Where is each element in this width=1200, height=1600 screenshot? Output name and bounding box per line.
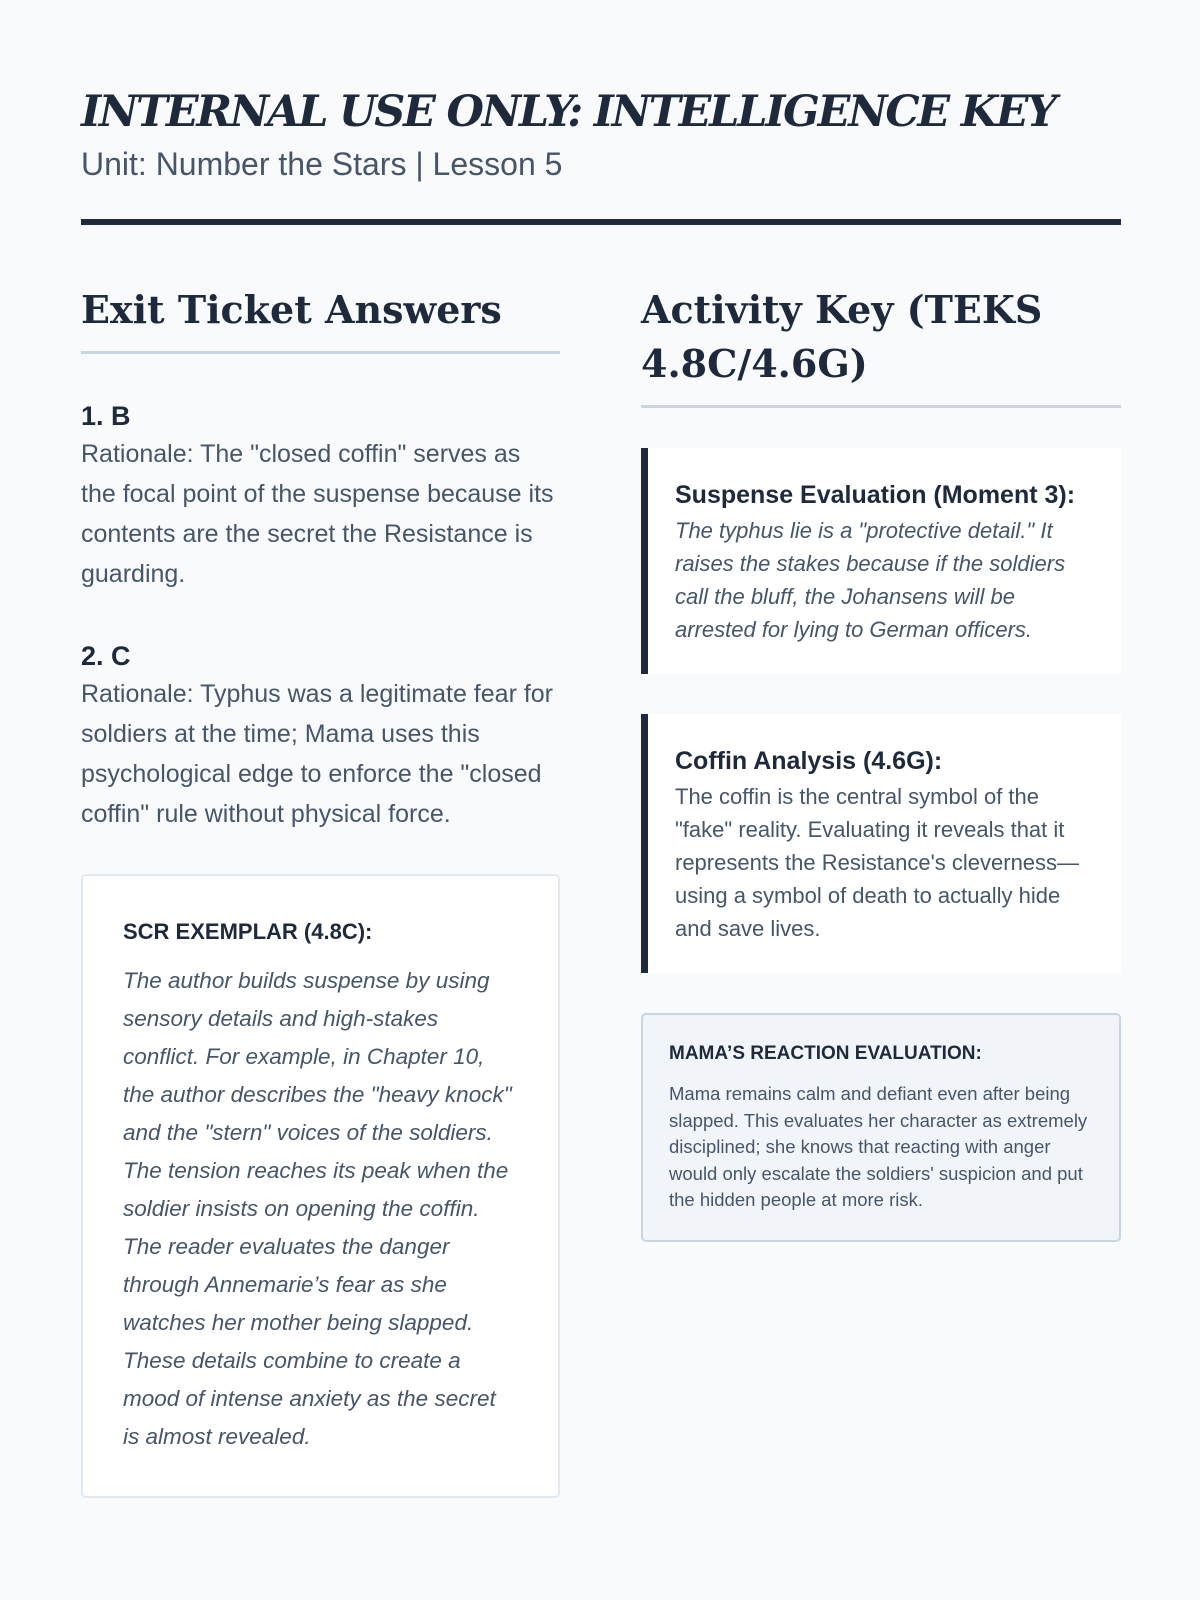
answer-key-page — [81, 0, 1121, 1449]
scr-exemplar-text: The author builds suspense by using sensory details and high-stakes conflict. For example, in Chapter 10, the author describes the "heavy knock" and the "stern" voices of the soldiers. The tension reaches its peak when the soldier insists on opening the coffin. The reader evaluates the danger through Annemarie’s fear as she watches her mother being slapped. These details combine to create a mood of intense anxiety as the secret is almost revealed. — [123, 968, 512, 1449]
mama-reaction-text: Mama remains calm and defiant even after being slapped. This evaluates her character as extremely disciplined; she knows that reacting with anger would only escalate the soldiers' suspicion and put the hidden people at more risk. — [669, 1083, 1088, 1210]
answer-label: 2. C — [81, 641, 131, 671]
page-title: INTERNAL USE ONLY: INTELLIGENCE KEY — [81, 87, 1055, 137]
scr-exemplar-card — [81, 874, 560, 1498]
activity-key-section — [641, 225, 1121, 1242]
scr-exemplar-label: SCR EXEMPLAR (4.8C): — [123, 919, 373, 944]
coffin-analysis-card — [641, 714, 1121, 973]
exit-ticket-section — [81, 225, 560, 1498]
activity-key-heading: Activity Key (TEKS 4.8C/4.6G) — [641, 283, 1121, 408]
key-card-title: Suspense Evaluation (Moment 3): — [675, 481, 1076, 509]
answer-item — [81, 398, 560, 594]
mama-reaction-card — [641, 1013, 1121, 1242]
answer-item — [81, 638, 560, 834]
unit-lesson-subtitle: Unit: Number the Stars | Lesson 5 — [81, 146, 563, 182]
key-card-text: The typhus lie is a "protective detail." It raises the stakes because if the soldiers call the bluff, the Johansens will be arrested for lying to German officers. — [675, 518, 1066, 642]
answer-rationale: Rationale: Typhus was a legitimate fear for soldiers at the time; Mama uses this psychological edge to enforce the "closed coffin" rule without physical force. — [81, 680, 554, 828]
page-header — [81, 0, 1121, 225]
key-card-title: Coffin Analysis (4.6G): — [675, 747, 943, 775]
answer-label: 1. B — [81, 401, 131, 431]
exit-ticket-heading: Exit Ticket Answers — [81, 283, 560, 354]
answer-rationale: Rationale: The "closed coffin" serves as the focal point of the suspense because its contents are the secret the Resistance is guarding. — [81, 440, 554, 588]
mama-reaction-label: MAMA’S REACTION EVALUATION: — [669, 1043, 982, 1064]
key-card-text: The coffin is the central symbol of the "fake" reality. Evaluating it reveals that it represents the Resistance's cleverness—using a symbol of death to actually hide and save lives. — [675, 784, 1080, 941]
suspense-evaluation-card — [641, 448, 1121, 674]
